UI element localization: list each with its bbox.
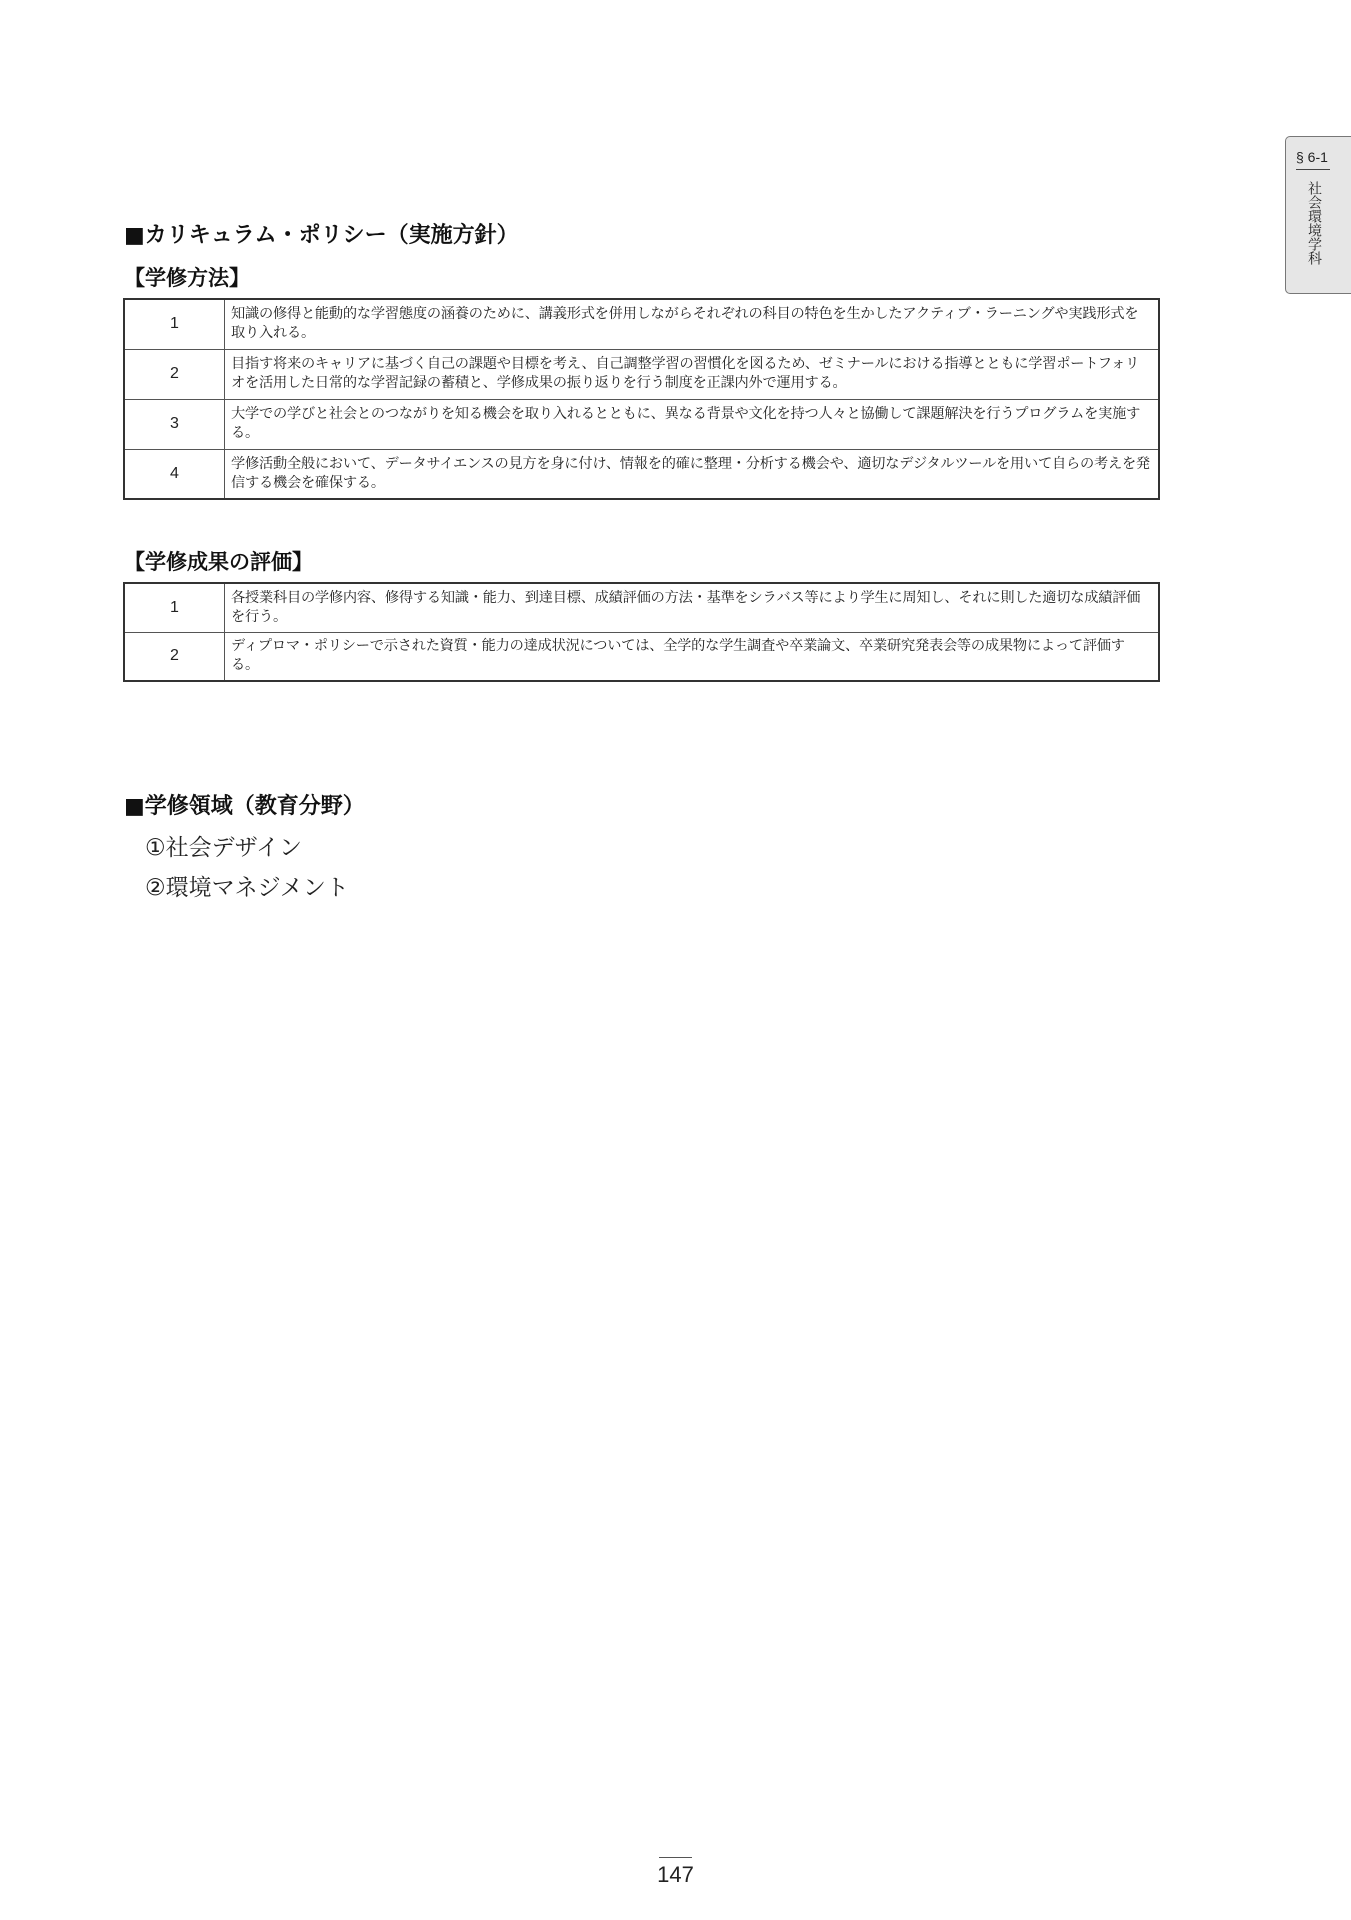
row-number: 2 [124,349,225,399]
table-row [124,299,1159,349]
table-row [124,632,1159,681]
section-tab [1285,136,1351,294]
evaluation-table [123,582,1160,682]
list-item: ②環境マネジメント [145,875,349,901]
row-text: 大学での学びと社会とのつながりを知る機会を取り入れるとともに、異なる背景や文化を持つ人々と協働して課題解決を行うプログラムを実施する。 [225,399,1160,449]
domains-heading: ■学修領域（教育分野） [124,794,365,819]
learning-methods-title: 【学修方法】 [124,266,250,290]
page-number-rule [659,1857,692,1858]
row-number: 1 [124,299,225,349]
table-row [124,449,1159,499]
row-text: ディプロマ・ポリシーで示された資質・能力の達成状況については、全学的な学生調査や卒業論文、卒業研究発表会等の成果物によって評価する。 [225,632,1160,681]
row-text: 各授業科目の学修内容、修得する知識・能力、到達目標、成績評価の方法・基準をシラバス等により学生に周知し、それに則した適切な成績評価を行う。 [225,583,1160,632]
tab-divider [1296,169,1330,170]
row-text: 知識の修得と能動的な学習態度の涵養のために、講義形式を併用しながらそれぞれの科目の特色を生かしたアクティブ・ラーニングや実践形式を取り入れる。 [225,299,1160,349]
table-row [124,399,1159,449]
row-number: 2 [124,632,225,681]
department-label: 社会環境学科 [1306,181,1322,265]
table-row [124,349,1159,399]
row-number: 1 [124,583,225,632]
table-row [124,583,1159,632]
section-number: § 6-1 [1296,149,1328,165]
row-text: 学修活動全般において、データサイエンスの見方を身に付け、情報を的確に整理・分析する機会や、適切なデジタルツールを用いて自らの考えを発信する機会を確保する。 [225,449,1160,499]
row-number: 4 [124,449,225,499]
page-number: 147 [657,1862,694,1887]
row-text: 目指す将来のキャリアに基づく自己の課題や目標を考え、自己調整学習の習慣化を図るため、ゼミナールにおける指導とともに学習ポートフォリオを活用した日常的な学習記録の蓄積と、学修成果の振り返りを行う制度を正課内外で運用する。 [225,349,1160,399]
list-item: ①社会デザイン [145,835,303,861]
row-number: 3 [124,399,225,449]
learning-methods-table [123,298,1160,500]
evaluation-title: 【学修成果の評価】 [124,550,313,574]
curriculum-policy-heading: ■カリキュラム・ポリシー（実施方針） [124,223,519,248]
